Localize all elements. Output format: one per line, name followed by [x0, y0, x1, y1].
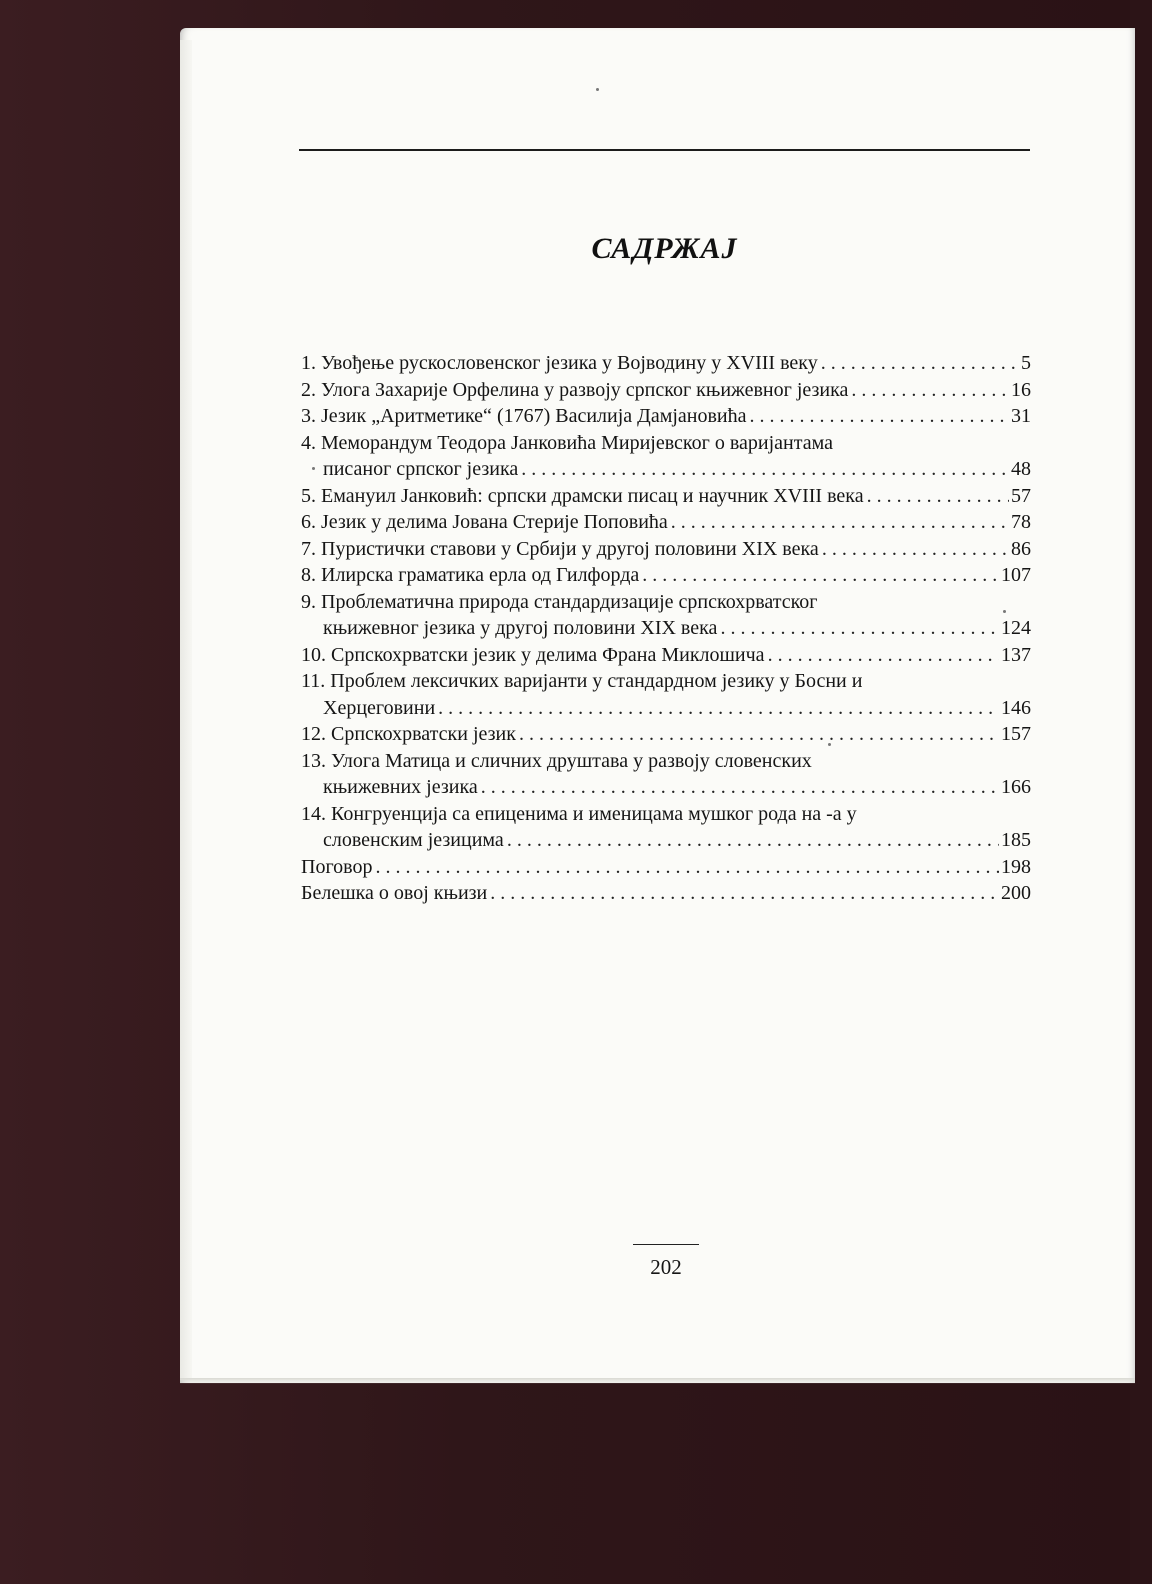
toc-entry-title-continuation: писаног српског језика: [323, 458, 519, 480]
toc-line: [301, 668, 1031, 695]
toc-entry-title: 12. Српскохрватски језик: [301, 723, 516, 745]
footer-rule: [633, 1244, 699, 1245]
toc-entry: [301, 880, 1031, 907]
scan-speck: [828, 743, 831, 746]
toc-line: [301, 377, 1031, 404]
scan-speck: [312, 467, 315, 470]
toc-line-continuation: [301, 827, 1031, 854]
header-rule: [299, 149, 1030, 151]
toc-entry-page: 107: [1001, 564, 1031, 586]
toc-line: [301, 721, 1031, 748]
toc-entry-title: 9. Проблематична природа стандардизације српскохрватског: [301, 590, 818, 613]
toc-line-continuation: [301, 456, 1031, 483]
toc-entry: [301, 748, 1031, 801]
toc-entry-page: 137: [1001, 643, 1031, 666]
toc-line-continuation: [301, 615, 1031, 642]
toc-entry-page: 57: [1011, 484, 1031, 507]
toc-entry: [301, 403, 1031, 430]
page-edge: [180, 40, 192, 1380]
toc-entry-title: 8. Илирска граматика ерла од Гилфорда: [301, 564, 640, 586]
toc-dot-leader: [720, 615, 999, 642]
toc-line: [301, 589, 1031, 616]
toc-entry-title: 10. Српскохрватски језик у делима Франа Миклошича: [301, 643, 765, 666]
toc-entry-title: 7. Пуристички ставови у Србији у другој половини XIX века: [301, 537, 819, 560]
toc-line-continuation: [301, 774, 1031, 801]
page-bottom-shadow: [180, 1378, 1135, 1384]
toc-entry-page: 16: [1011, 378, 1031, 401]
toc-dot-leader: [671, 509, 1009, 536]
toc-dot-leader: [821, 350, 1019, 377]
toc-entry-page: 5: [1021, 352, 1031, 374]
toc-entry-page: 166: [1001, 776, 1031, 798]
toc-dot-leader: [768, 642, 999, 669]
toc-entry: [301, 668, 1031, 721]
table-of-contents: [301, 350, 1031, 907]
toc-line: [301, 880, 1031, 907]
toc-line: [301, 562, 1031, 589]
toc-entry: [301, 721, 1031, 748]
scan-speck: [1003, 610, 1006, 613]
toc-entry-title: 4. Меморандум Теодора Јанковића Миријевског о варијантама: [301, 431, 833, 454]
toc-entry: [301, 562, 1031, 589]
toc-entry: [301, 509, 1031, 536]
toc-entry-title: 11. Проблем лексичких варијанти у стандардном језику у Босни и: [301, 670, 863, 692]
toc-entry-title-continuation: словенским језицима: [323, 829, 504, 851]
toc-entry-page: 124: [1001, 617, 1031, 639]
toc-line: [301, 430, 1031, 457]
toc-entry-page: 146: [1001, 696, 1031, 719]
toc-line: [301, 801, 1031, 828]
toc-entry-title: Поговор: [301, 855, 373, 878]
toc-entry-page: 78: [1011, 511, 1031, 533]
toc-entry: [301, 350, 1031, 377]
toc-dot-leader: [867, 483, 1009, 510]
toc-entry-page: 185: [1001, 829, 1031, 851]
toc-entry-page: 200: [1001, 882, 1031, 904]
scan-speck: [596, 88, 599, 91]
toc-entry: [301, 642, 1031, 669]
toc-entry-title-continuation: Херцеговини: [323, 696, 436, 719]
toc-entry-title: Белешка о овој књизи: [301, 882, 488, 904]
toc-entry: [301, 854, 1031, 881]
toc-line: [301, 403, 1031, 430]
toc-entry-page: 48: [1011, 458, 1031, 480]
toc-entry-title: 2. Улога Захарије Орфелина у развоју српског књижевног језика: [301, 378, 849, 401]
toc-entry-title-continuation: књижевних језика: [323, 776, 478, 798]
toc-dot-leader: [507, 827, 999, 854]
toc-entry-page: 31: [1011, 405, 1031, 427]
toc-entry-title: 5. Емануил Јанковић: српски драмски писац и научник XVIII века: [301, 484, 864, 507]
toc-dot-leader: [490, 880, 999, 907]
toc-entry: [301, 589, 1031, 642]
toc-dot-leader: [521, 456, 1009, 483]
page-title: САДРЖАЈ: [591, 232, 738, 265]
toc-dot-leader: [375, 854, 999, 881]
toc-line: [301, 350, 1031, 377]
toc-line: [301, 509, 1031, 536]
toc-dot-leader: [750, 403, 1009, 430]
toc-entry-title: 6. Језик у делима Јована Стерије Поповића: [301, 511, 668, 533]
toc-dot-leader: [822, 536, 1009, 563]
toc-dot-leader: [642, 562, 999, 589]
page-number: 202: [650, 1255, 682, 1279]
toc-dot-leader: [481, 774, 999, 801]
toc-entry-title: 1. Увођење рускословенског језика у Војводину у XVIII веку: [301, 352, 818, 374]
toc-entry-page: 86: [1011, 537, 1031, 560]
toc-entry-title: 3. Језик „Аритметике“ (1767) Василија Дамјановића: [301, 405, 747, 427]
toc-entry: [301, 377, 1031, 404]
toc-entry-page: 198: [1001, 855, 1031, 878]
toc-entry-title-continuation: књижевног језика у другој половини XIX века: [323, 617, 718, 639]
toc-entry: [301, 536, 1031, 563]
toc-entry-title: 14. Конгруенција са епиценима и именицама мушког рода на -а у: [301, 802, 857, 825]
toc-entry-title: 13. Улога Матица и сличних друштава у развоју словенских: [301, 749, 812, 772]
toc-entry: [301, 483, 1031, 510]
toc-entry: [301, 430, 1031, 483]
toc-entry: [301, 801, 1031, 854]
toc-line: [301, 642, 1031, 669]
toc-line: [301, 483, 1031, 510]
toc-dot-leader: [519, 721, 999, 748]
toc-line: [301, 854, 1031, 881]
toc-dot-leader: [851, 377, 1009, 404]
toc-dot-leader: [438, 695, 999, 722]
toc-line-continuation: [301, 695, 1031, 722]
toc-line: [301, 748, 1031, 775]
toc-line: [301, 536, 1031, 563]
toc-entry-page: 157: [1001, 723, 1031, 745]
